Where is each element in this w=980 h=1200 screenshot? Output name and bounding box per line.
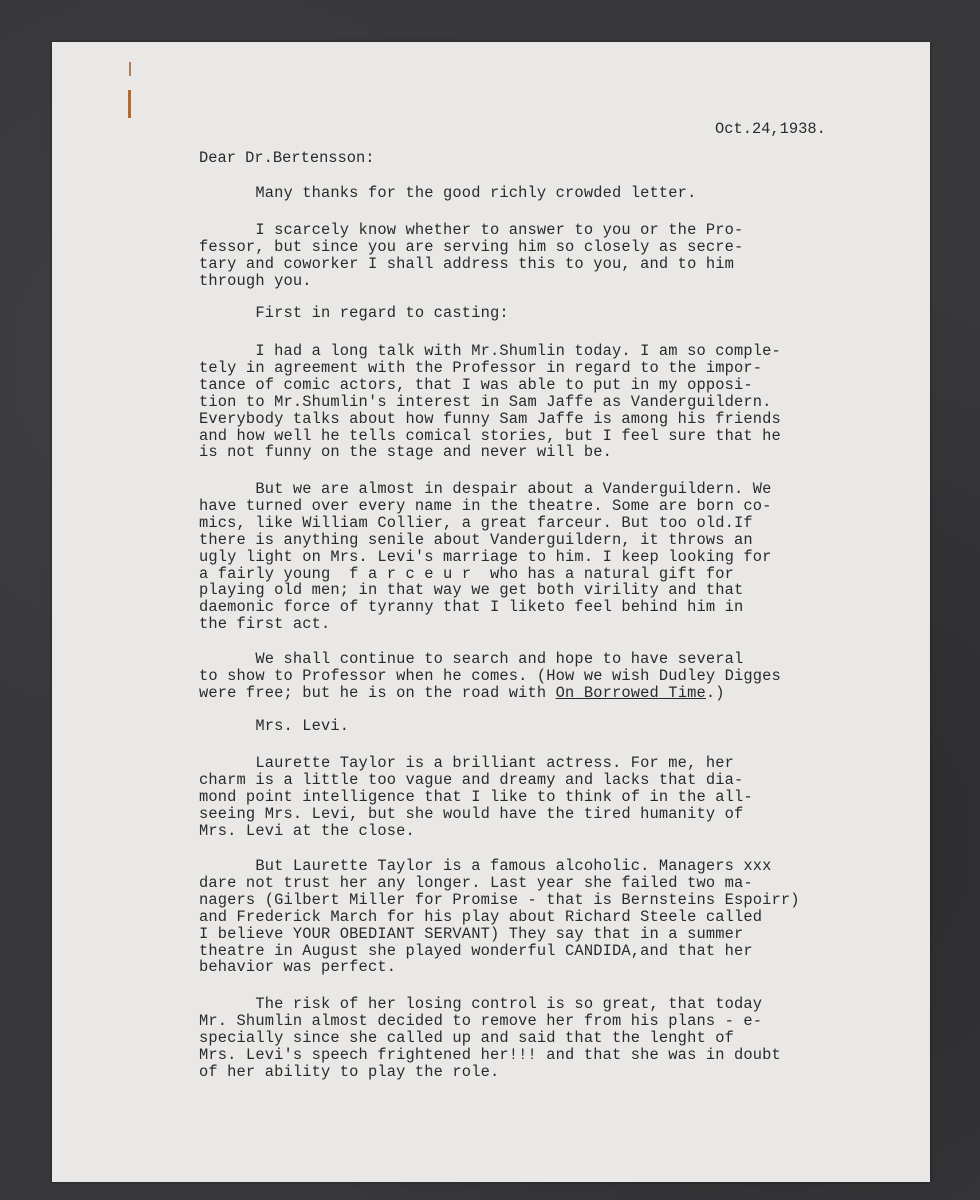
search-line-2: to show to Professor when he comes. (How we wish Dudley Digges [199,666,781,685]
paragraph-vanderguildern: But we are almost in despair about a Vanderguildern. We have turned over every name in the theatre. Some are born co- mics, like William Collier, a great farceur. But too old.If there is anything senile about Vanderguildern, it throws an ugly light on Mrs. Levi's marriage to him. I keep looking for a fairly young f a r c e u r who has a natural gift for playing old men; in that way we get both virility and that daemonic force of tyranny that I liketo feel behind him in the first act. [199,480,772,634]
letter-date: Oct.24,1938. [715,120,826,138]
paragraph-shumlin-talk: I had a long talk with Mr.Shumlin today. I am so comple- tely in agreement with the Professor in regard to the impor- tance of comic actors, that I was able to put in my opposi- tion to Mr.Shumlin's interest in Sam Jaffe as Vanderguildern. Everybody talks about how funny Sam Jaffe is among his friends and how well he tells comical stories, but I feel sure that he is not funny on the stage and never will be. [199,342,781,462]
paragraph-laurette-alcoholic: But Laurette Taylor is a famous alcoholic. Managers xxx dare not trust her any longer. Last year she failed two ma- nagers (Gilbert Miller for Promise - that is Bernsteins Espoirr) and Frederick March for his play about Richard Steele called I believe YOUR OBEDIANT SERVANT) They say that in a summer theatre in August she played wonderful CANDIDA,and that her behavior was perfect. [199,857,800,977]
play-title-underlined: On Borrowed Time [555,683,706,702]
paragraph-search [199,651,781,702]
paragraph-thanks: Many thanks for the good richly crowded letter. [199,184,697,202]
paragraph-address: I scarcely know whether to answer to you or the Pro- fessor, but since you are serving him so closely as secre- tary and coworker I shall address this to you, and to him through you. [199,221,744,290]
rust-mark [128,62,132,118]
paragraph-casting-heading: First in regard to casting: [199,304,509,322]
salutation: Dear Dr.Bertensson: [199,149,375,167]
search-line-1: We shall continue to search and hope to have several [199,650,744,668]
search-line-3: were free; but he is on the road with [199,683,556,702]
search-line-3-end: .) [705,683,725,702]
paragraph-mrs-levi-heading: Mrs. Levi. [199,717,350,735]
paragraph-laurette-actress: Laurette Taylor is a brilliant actress. For me, her charm is a little too vague and dreamy and lacks that dia- mond point intelligence that I like to think of in the all- seeing Mrs. Levi, but she would have the tired humanity of Mrs. Levi at the close. [199,754,753,840]
paragraph-risk: The risk of her losing control is so great, that today Mr. Shumlin almost decided to remove her from his plans - e- specially since she called up and said that the lenght of Mrs. Levi's speech frightened her!!! and that she was in doubt of her ability to play the role. [199,995,781,1081]
